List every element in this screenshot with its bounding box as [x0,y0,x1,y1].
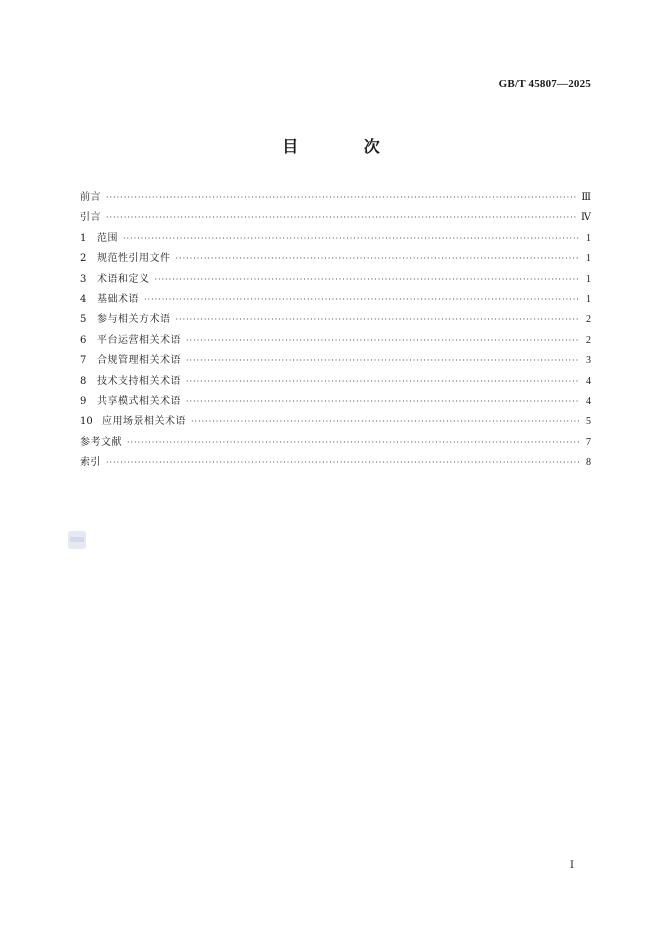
toc-entry-label: 规范性引用文件 [97,253,171,265]
toc-entry-10[interactable] [80,412,591,432]
toc-entry-label: 引言 [80,212,101,224]
toc-entry-label: 技术支持相关术语 [97,375,181,387]
toc-entry-5[interactable] [80,310,591,330]
toc-entry-page: 7 [586,436,591,448]
leader-dots [186,351,580,371]
toc-entry-page: 8 [586,457,591,469]
toc-entry-2[interactable] [80,249,591,269]
toc-entry-3[interactable] [80,270,591,290]
toc-entry-9[interactable] [80,392,591,412]
toc-entry-introduction[interactable] [80,208,591,228]
toc-entry-number: 8 [80,375,87,387]
leader-dots [144,290,580,310]
toc-entry-page: 5 [586,416,591,428]
leader-dots [123,229,580,249]
page-title: 目 次 [282,137,410,156]
toc-entry-label: 索引 [80,457,101,469]
toc-entry-page: 4 [586,375,591,387]
toc-entry-page: 1 [586,293,591,305]
toc-entry-8[interactable] [80,372,591,392]
toc-entry-label: 术语和定义 [97,273,150,285]
toc-entry-page: 3 [586,355,591,367]
toc-entry-page: 2 [586,314,591,326]
leader-dots [176,249,581,269]
toc-entry-page: 1 [586,273,591,285]
toc-entry-label: 应用场景相关术语 [102,416,186,428]
toc-entry-number: 3 [80,273,87,285]
toc-entry-1[interactable] [80,229,591,249]
toc-entry-label: 基础术语 [97,293,139,305]
toc-entry-page: Ⅲ [581,192,591,203]
leader-dots [191,412,580,432]
leader-dots [155,270,581,290]
toc-entry-page: 2 [586,334,591,346]
watermark-logo-icon [68,531,86,549]
toc-entry-page: 1 [586,232,591,244]
toc-entry-bibliography[interactable] [80,433,591,453]
toc-entry-number: 1 [80,232,87,244]
toc-entry-number: 4 [80,293,87,305]
toc-entry-page: Ⅳ [581,212,591,224]
toc-entry-label: 平台运营相关术语 [97,334,181,346]
toc-entry-page: 4 [586,395,591,407]
toc-entry-number: 6 [80,334,87,346]
toc-entry-page: 1 [586,253,591,265]
toc-entry-number: 2 [80,253,87,265]
leader-dots [186,392,580,412]
table-of-contents [80,188,591,473]
toc-entry-number: 9 [80,395,87,407]
toc-entry-6[interactable] [80,331,591,351]
page-number: Ⅰ [570,860,574,871]
toc-entry-number: 10 [80,416,93,428]
leader-dots [106,188,578,208]
toc-entry-label: 前言 [80,192,101,203]
toc-entry-label: 参与相关方术语 [97,314,171,326]
toc-entry-4[interactable] [80,290,591,310]
toc-entry-label: 范围 [97,232,118,244]
toc-entry-7[interactable] [80,351,591,371]
toc-entry-index[interactable] [80,453,591,473]
leader-dots [186,331,580,351]
toc-entry-label: 参考文献 [80,436,122,448]
leader-dots [106,208,578,228]
leader-dots [186,372,580,392]
leader-dots [127,433,580,453]
toc-entry-label: 合规管理相关术语 [97,355,181,367]
toc-entry-label: 共享模式相关术语 [97,395,181,407]
leader-dots [106,453,580,473]
leader-dots [176,310,581,330]
toc-entry-number: 5 [80,314,87,326]
toc-entry-number: 7 [80,355,87,367]
toc-entry-foreword[interactable] [80,188,591,208]
standard-code: GB/T 45807—2025 [498,78,591,90]
